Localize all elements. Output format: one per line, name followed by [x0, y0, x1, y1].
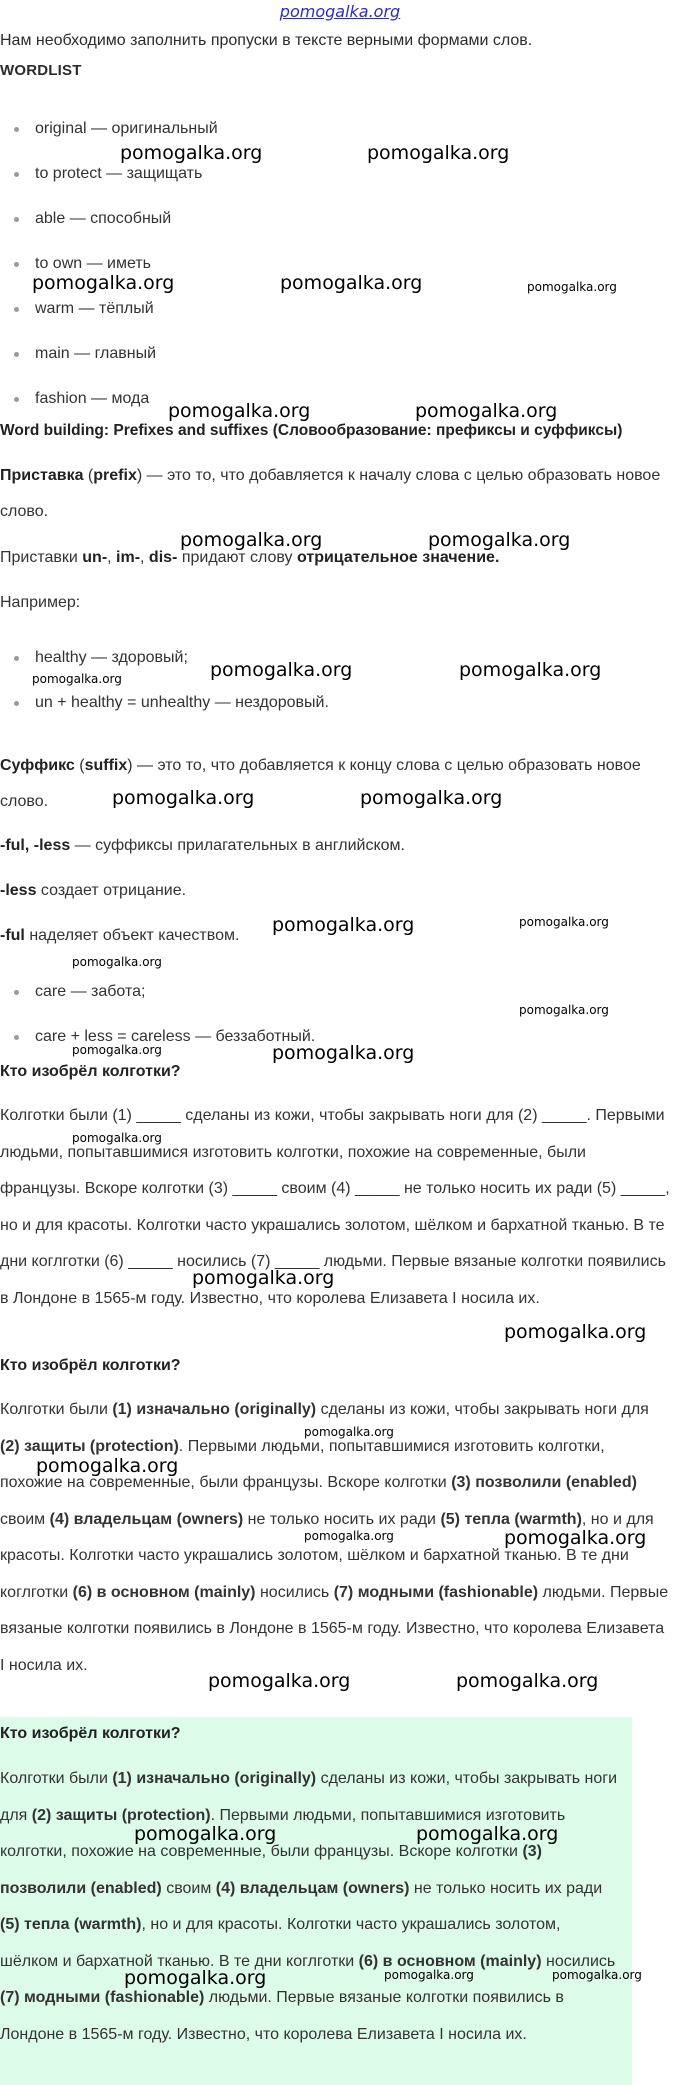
- watermark-text: pomogalka.org: [428, 529, 571, 551]
- suffix-examples: [14, 982, 315, 1072]
- list-item: original — оригинальный: [14, 119, 218, 164]
- watermark-text: pomogalka.org: [367, 142, 510, 164]
- list-item: fashion — мода: [14, 389, 218, 434]
- site-logo-link[interactable]: pomogalka.org: [279, 2, 401, 21]
- story-title: Кто изобрёл колготки?: [0, 1357, 181, 1374]
- ful-line: -ful наделяет объект качеством.: [0, 927, 240, 944]
- list-item: un + healthy = unhealthy — нездоровый.: [14, 693, 329, 738]
- watermark-text: pomogalka.org: [208, 1670, 351, 1692]
- list-item: to protect — защищать: [14, 164, 218, 209]
- watermark-text: pomogalka.org: [527, 280, 617, 294]
- task-intro: Нам необходимо заполнить пропуски в тексте верными формами слов.: [0, 32, 533, 49]
- watermark-text: pomogalka.org: [192, 1267, 335, 1289]
- site-header: [0, 2, 680, 22]
- story-answer: Колготки были (1) изначально (originally) сделаны из кожи, чтобы закрывать ноги для (2) защиты (protection). Первыми людьми, попытавшимися изготовить колготки, похожие на современные, были французы. Вскоре колготки (3) позволили (enabled) своим (4) владельцам (owners) не только носить их ради (5) тепла (warmth), но и для красоты. Колготки часто украшались золотом, шёлком и бархатной тканью. В те дни коглготки (6) в основном (mainly) носились (7) модными (fashionable) людьми. Первые вязаные колготки появились в Лондоне в 1565-м году. Известно, что королева Елизавета I носила их.: [0, 1401, 669, 1674]
- watermark-text: pomogalka.org: [134, 1823, 277, 1845]
- watermark-text: pomogalka.org: [416, 1823, 559, 1845]
- prefix-definition: Приставка (prefix) — это то, что добавляется к началу слова с целью образовать новое слово.: [0, 467, 661, 520]
- list-item: main — главный: [14, 344, 218, 389]
- watermark-text: pomogalka.org: [459, 659, 602, 681]
- watermark-text: pomogalka.org: [112, 787, 255, 809]
- example-label: Например:: [0, 594, 81, 611]
- watermark-text: pomogalka.org: [120, 142, 263, 164]
- story-title: Кто изобрёл колготки?: [0, 1725, 181, 1742]
- story-answer: Колготки были (1) изначально (originally) сделаны из кожи, чтобы закрывать ноги для (2) защиты (protection). Первыми людьми, попытавшимися изготовить колготки, похожие на современные, были французы. Вскоре колготки (3) позволили (enabled) своим (4) владельцам (owners) не только носить их ради (5) тепла (warmth), но и для красоты. Колготки часто украшались золотом, шёлком и бархатной тканью. В те дни коглготки (6) в основном (mainly) носились (7) модными (fashionable) людьми. Первые вязаные колготки появились в Лондоне в 1565-м году. Известно, что королева Елизавета I носила их.: [0, 1770, 618, 2043]
- section-heading: Word building: Prefixes and suffixes (Словообразование: префиксы и суффиксы): [0, 422, 623, 439]
- watermark-text: pomogalka.org: [210, 659, 353, 681]
- watermark-text: pomogalka.org: [519, 1003, 609, 1017]
- watermark-text: pomogalka.org: [36, 1455, 179, 1477]
- watermark-text: pomogalka.org: [552, 1968, 642, 1982]
- watermark-text: pomogalka.org: [519, 915, 609, 929]
- less-line: -less создает отрицание.: [0, 882, 187, 899]
- watermark-text: pomogalka.org: [415, 400, 558, 422]
- list-item: warm — тёплый: [14, 299, 218, 344]
- prefixes-line: Приставки un-, im-, dis- придают слову отрицательное значение.: [0, 549, 500, 566]
- watermark-text: pomogalka.org: [360, 787, 503, 809]
- watermark-text: pomogalka.org: [72, 955, 162, 969]
- list-item: healthy — здоровый;: [14, 648, 329, 693]
- list-item: care — забота;: [14, 982, 315, 1027]
- watermark-text: pomogalka.org: [32, 272, 175, 294]
- watermark-text: pomogalka.org: [72, 1043, 162, 1057]
- wordlist-title: WORDLIST: [0, 62, 82, 79]
- watermark-text: pomogalka.org: [304, 1529, 394, 1543]
- suffixes-line: -ful, -less — суффиксы прилагательных в английском.: [0, 837, 405, 854]
- watermark-text: pomogalka.org: [504, 1527, 647, 1549]
- watermark-text: pomogalka.org: [304, 1425, 394, 1439]
- watermark-text: pomogalka.org: [180, 529, 323, 551]
- list-item: to own — иметь: [14, 254, 218, 299]
- watermark-text: pomogalka.org: [280, 272, 423, 294]
- watermark-text: pomogalka.org: [272, 1042, 415, 1064]
- list-item: able — способный: [14, 209, 218, 254]
- watermark-text: pomogalka.org: [504, 1321, 647, 1343]
- story-title: Кто изобрёл колготки?: [0, 1063, 181, 1080]
- watermark-text: pomogalka.org: [72, 1131, 162, 1145]
- watermark-text: pomogalka.org: [384, 1968, 474, 1982]
- watermark-text: pomogalka.org: [124, 1967, 267, 1989]
- watermark-text: pomogalka.org: [168, 400, 311, 422]
- answer-highlight-box: [0, 1717, 632, 2085]
- watermark-text: pomogalka.org: [456, 1670, 599, 1692]
- suffix-definition: Суффикс (suffix) — это то, что добавляется к концу слова с целью образовать новое слово.: [0, 757, 641, 810]
- watermark-text: pomogalka.org: [272, 914, 415, 936]
- list-item: care + less = careless — беззаботный.: [14, 1027, 315, 1072]
- watermark-text: pomogalka.org: [32, 672, 122, 686]
- story-with-gaps: Колготки были (1) _____ сделаны из кожи, чтобы закрывать ноги для (2) _____. Первыми людьми, попытавшимися изготовить колготки, похожие на современные, были французы. Вскоре колготки (3) _____ своим (4) _____ не только носить их ради (5) _____, но и для красоты. Колготки часто украшались золотом, шёлком и бархатной тканью. В те дни коглготки (6) _____ носились (7) _____ людьми. Первые вязаные колготки появились в Лондоне в 1565-м году. Известно, что королева Елизавета I носила их.: [0, 1107, 670, 1307]
